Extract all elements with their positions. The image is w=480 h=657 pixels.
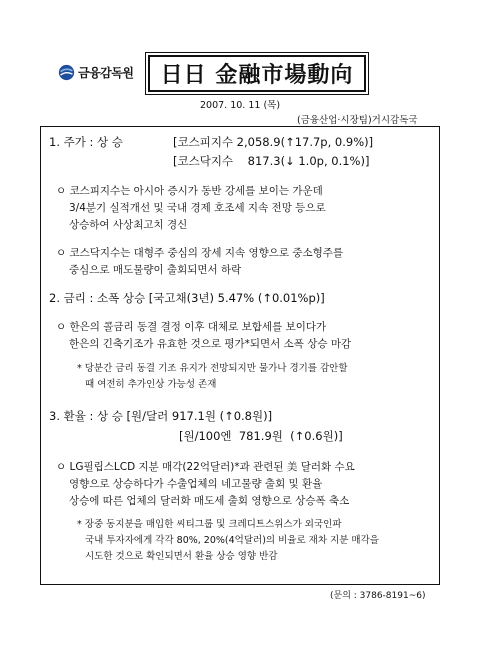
logo-text: 금융감독원 — [78, 66, 134, 80]
section-1-kospi: [코스피지수 2,058.9(↑17.7p, 0.9%)] — [173, 135, 374, 149]
footnote-text: 때 여전히 추가인상 가능성 존재 — [85, 379, 217, 390]
bullet-text: ㅇ LG필립스LCD 지분 매각(22억달러)*과 관련된 美 달러화 수요 — [56, 461, 355, 473]
bullet-text: 중심으로 매도물량이 출회되면서 하락 — [69, 264, 242, 276]
globe-logo-icon — [58, 64, 75, 81]
contact-info: (문의 : 3786-8191~6) — [330, 591, 426, 601]
bullet-text: ㅇ 코스피지수는 아시아 증시가 동반 강세를 보이는 가운데 — [56, 185, 323, 197]
footnote-text: * 장중 동지분을 매입한 씨티그룹 및 크레디트스위스가 외국인파 — [77, 519, 342, 530]
footnote-text: * 당분간 금리 동결 기조 유지가 전망되지만 물가나 경기를 감안할 — [77, 363, 348, 374]
document-title: 日日 金融市場動向 — [148, 55, 366, 92]
bullet-text: ㅇ 한은의 콜금리 동결 결정 이후 대체로 보합세를 보이다가 — [56, 321, 327, 333]
bullet-text: 영향으로 상승하다가 수출업체의 네고물량 출회 및 환율 — [69, 478, 323, 490]
content-box — [40, 126, 440, 585]
section-2-heading: 2. 금리 : 소폭 상승 [국고채(3년) 5.47% (↑0.01%p)] — [49, 291, 325, 305]
fss-logo — [58, 64, 133, 81]
section-1-kosdaq: [코스닥지수 817.3(↓ 1.0p, 0.1%)] — [173, 154, 370, 168]
section-1-heading: 1. 주가 : 상 승 — [49, 135, 123, 149]
section-3-yen: [원/100엔 781.9원 (↑0.6원)] — [179, 429, 343, 443]
footnote-text: 국내 투자자에게 각각 80%, 20%(4억달러)의 비율로 재차 지분 매각을 — [85, 535, 379, 546]
bullet-text: 한은의 긴축기조가 유효한 것으로 평가*되면서 소폭 상승 마감 — [69, 338, 352, 350]
report-source: (금융산업·시장팀)거시감독국 — [297, 115, 418, 126]
section-3-heading: 3. 환율 : 상 승 [원/달러 917.1원 (↑0.8원)] — [49, 409, 273, 423]
bullet-text: ㅇ 코스닥지수는 대형주 중심의 장세 지속 영향으로 중소형주를 — [56, 247, 344, 259]
bullet-text: 상승에 따른 업체의 달러화 매도세 출회 영향으로 상승폭 축소 — [69, 495, 350, 507]
bullet-text: 3/4분기 실적개선 및 국내 경제 호조세 지속 전망 등으로 — [69, 202, 326, 214]
footnote-text: 시도한 것으로 확인되면서 환율 상승 영향 반감 — [85, 551, 278, 562]
report-date: 2007. 10. 11 (목) — [200, 100, 281, 111]
bullet-text: 상승하여 사상최고치 경신 — [69, 219, 188, 231]
